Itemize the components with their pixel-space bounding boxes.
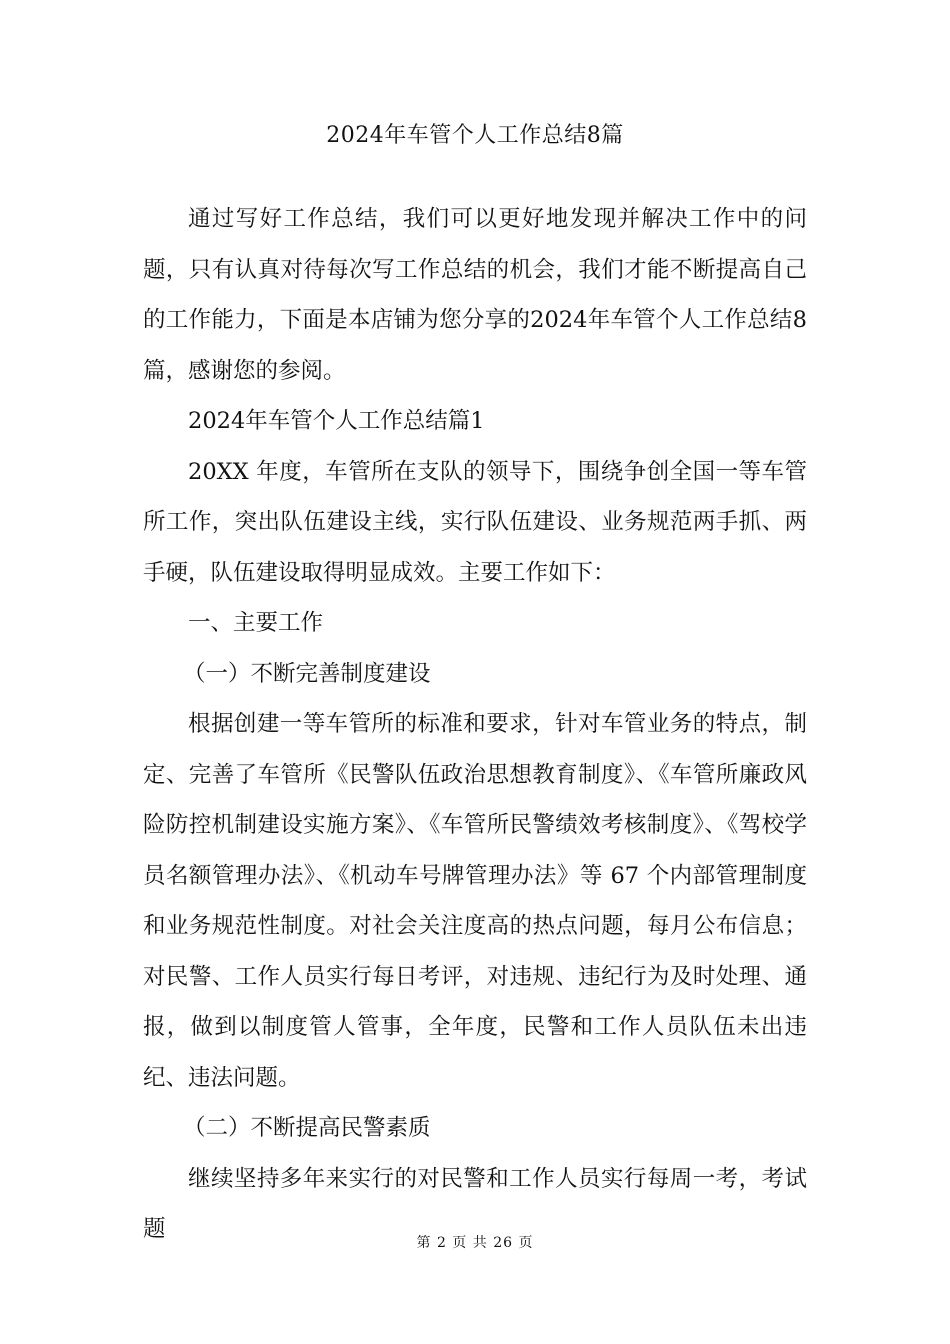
document-title: 2024年车管个人工作总结8篇 — [326, 123, 624, 148]
police-quality-paragraph: 继续坚持多年来实行的对民警和工作人员实行每周一考，考试题 — [143, 1165, 807, 1242]
system-building-paragraph: 根据创建一等车管所的标准和要求，针对车管业务的特点，制定、完善了车管所《民警队伍政治思想教育制度》、《车管所廉政风险防控机制建设实施方案》、《车管所民警绩效考核制度》、《驾校学员名额管理办法》、《机动车号牌管理办法》等 67 个内部管理制度和业务规范性制度。对社会关注度高的热点问题，每月公布信息；对民警、工作人员实行每日考评，对违规、违纪行为及时处理、通报，做到以制度管人管事，全年度，民警和工作人员队伍未出违纪、违法问题。 — [143, 711, 807, 1091]
overview-paragraph: 20XX 年度，车管所在支队的领导下，围绕争创全国一等车管所工作，突出队伍建设主线，实行队伍建设、业务规范两手抓、两手硬，队伍建设取得明显成效。主要工作如下： — [143, 458, 807, 586]
subheading-police-quality: （二）不断提高民警素质 — [183, 1115, 431, 1141]
intro-paragraph: 通过写好工作总结，我们可以更好地发现并解决工作中的问题，只有认真对待每次写工作总结的机会，我们才能不断提高自己的工作能力，下面是本店铺为您分享的2024年车管个人工作总结8篇，感谢您的参阅。 — [143, 206, 807, 384]
section-heading-part1: 2024年车管个人工作总结篇1 — [188, 408, 485, 434]
subheading-system-building: （一）不断完善制度建设 — [183, 660, 431, 687]
document-body — [143, 194, 807, 1255]
heading-main-work: 一、主要工作 — [188, 610, 324, 636]
page-number-footer: 第 2 页 共 26 页 — [416, 1235, 534, 1251]
